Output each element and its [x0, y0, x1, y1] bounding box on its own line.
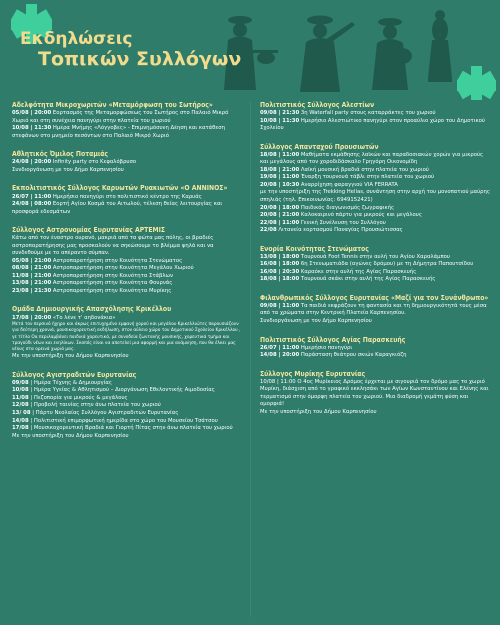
event-section [12, 371, 244, 440]
event-line [12, 110, 244, 125]
event-line [12, 235, 244, 258]
event-line [12, 201, 244, 216]
event-date: 11/08 | 21:00 [12, 272, 52, 279]
event-date: 14/08 [12, 417, 29, 424]
event-text: Ημερήσιο πανηγύρι στο πολιτιστικό κέντρο της Καρυάς [51, 193, 202, 200]
section-title: Σύλλογος Αστρονομίας Ευρυτανίας ΑΡΤΕΜΙΣ [12, 226, 166, 235]
event-date: 10/08 [12, 387, 29, 394]
event-text: Παράσταση θεάτρου σκιών Καραγκιόζη [299, 352, 407, 359]
event-line [260, 189, 492, 204]
event-date: 12/08 [12, 402, 29, 409]
event-text: Αστροπαρατήρηση στην Κοινότητα Στενώματος [51, 257, 183, 264]
event-footer: Με την υποστήριξη του Δήμου Καρπενησίου [12, 353, 129, 360]
event-text: Ημέρα Μνήμης «Λόγγοβες» - Επιμνημόσυνη Δέηση και κατάθεση στεφάνων στο μνημείο πεσόντων στο Παλαιό Μικρό Χωριό [12, 125, 225, 139]
event-date: 19/08 | 11:00 [260, 174, 300, 181]
event-text: Λαϊκή μουσική βραδιά στην πλατεία του χωριού [299, 166, 429, 173]
event-line [260, 409, 492, 417]
event-date: 20/08 | 18:00 [260, 204, 300, 211]
event-text: Συνδιοργάνωση με τον Δήμο Καρπενησίου [12, 166, 124, 173]
event-date: 24/08 | 08:00 [12, 201, 52, 208]
asterisk-icon [457, 66, 496, 100]
event-date: 14/08 | 20:00 [260, 352, 300, 359]
event-line [260, 303, 492, 318]
event-date: 09/08 [12, 379, 29, 386]
event-section [12, 184, 244, 216]
column-divider [250, 102, 251, 617]
event-line [260, 220, 492, 228]
event-section [12, 226, 244, 295]
left-column [12, 101, 244, 450]
event-line [12, 433, 244, 441]
event-line [12, 418, 244, 426]
event-line [260, 110, 492, 118]
event-text: Αστροπαρατήρηση στην Κοινότητα Στάβλων [51, 272, 173, 279]
event-date: 26/07 | 11:00 [12, 193, 52, 200]
event-text: Αστροπαρατήρηση στην Κοινότητα Φουρνάς [51, 280, 173, 287]
event-line [12, 265, 244, 273]
event-text: Εορτασμός της Μεταμορφώσεως του Σωτήρος στο Παλαιό Μικρό Χωριό και στη συνέχεια πανηγύρι στην πλατεία του χωριού [12, 110, 229, 124]
event-line [12, 402, 244, 410]
event-text: | Ημέρα Υγείας & Αθλητισμού – Διοργάνωση Εθελοντικής Αιμοδοσίας [28, 387, 215, 394]
section-title: Εκπολιτιστικός Σύλλογος Καρυωτών Ρυακιωτών «Ο ΑΝΝΙΝΟΣ» [12, 184, 228, 193]
event-line [260, 212, 492, 220]
event-text: 3η Waterfall party στους καταρράκτες του χωριού [299, 110, 436, 117]
page-title [20, 30, 241, 70]
event-date: 08/08 | 21:00 [12, 265, 52, 272]
section-title: Φιλανθρωπικός Σύλλογος Ευρυτανίας «Μαζί για τον Συνάνθρωπο» [260, 293, 489, 302]
section-title: Αθλητικός Όμιλος Ποταμιάς [12, 150, 109, 159]
event-section [260, 294, 492, 326]
event-date: 20/08 | 10:30 [260, 181, 300, 188]
event-text: Συνδιοργάνωση με τον Δήμο Καρπενησίου [260, 318, 372, 324]
page-title-line2: Τοπικών Συλλόγων [38, 47, 242, 70]
event-text: 6η Στενωματιάδα (αγώνες δρόμου) με τη Δήμητρα Παπουτσίδου [299, 261, 474, 268]
event-text: Τουρνουά Foot Tennis στην αυλή του Αγίου Χαραλάμπου [299, 253, 450, 260]
event-text: Αστροπαρατήρηση στην Κοινότητα Μυρίκης [51, 287, 172, 294]
event-text: «Το λένε τ' αηδονάκια» [51, 314, 116, 321]
event-line [12, 125, 244, 140]
event-text: Λιτανεία εορτασμού Παναγίας Προυσιώτισσας [276, 227, 403, 234]
section-title: Πολιτιστικός Σύλλογος Αλεστίων [260, 101, 375, 109]
event-text: Καλοκαιρινό πάρτυ για μικρούς και μεγάλους [299, 212, 422, 219]
event-line [260, 379, 492, 409]
event-text: | Πολιτιστική επιμορφωτική ημερίδα στο χώρο του Μουσείου Τσάτσου [28, 417, 218, 424]
event-text: Ημερήσιο Αλεστιώτικο πανηγύρι στον προαύλιο χώρο του Δημοτικού Σχολείου [260, 117, 485, 132]
event-text: | Πεζοπορία για μικρούς & μεγάλους [28, 394, 128, 401]
event-date: 11/08 [12, 394, 29, 401]
event-line [260, 205, 492, 213]
event-line [12, 410, 244, 418]
event-text: Κάτω από τον έναστρο ουρανό, μακριά από τα φώτα μας πόλης, οι βραδιές αστροπαρατήρησης μας προσκαλούν να σηκώσουμε το βλέμμα ψηλά και να συνδεθούμε με το απέραντο σύμπαν. [12, 235, 214, 257]
right-column [260, 101, 492, 426]
event-line [260, 152, 492, 167]
event-text: Εορτή Αγίου Κοσμά του Αιτωλού, τέλεση θείας λειτουργίας και προσφορά εδεσμάτων [12, 201, 223, 215]
event-text: Με την υποστήριξη του Δήμου Καρπενησίου [260, 408, 377, 415]
event-line [260, 174, 492, 182]
event-date: 22/08 [260, 227, 277, 234]
event-date: 05/08 | 20:00 [12, 110, 52, 117]
page-title-line1: Εκδηλώσεις [20, 29, 133, 49]
section-title: Πολιτιστικός Σύλλογος Αγίας Παρασκευής [260, 335, 406, 344]
section-title: Αδελφότητα Μικροχωριτών «Μεταμόρφωση του Σωτήρος» [12, 101, 213, 109]
section-title: Ομάδα Δημιουργικής Απασχόλησης Κρικέλλου [12, 305, 172, 314]
event-line [260, 261, 492, 269]
event-text: με την υποστήριξη της Trekking Hellas, συνάντηση στην αρχή του μονοπατιού μαύρης σπηλιάς (τηλ. Επικοινωνίας: 6949152421) [260, 189, 491, 203]
event-date: 18/08 | 11:00 [260, 151, 300, 158]
event-text: Παιδικός διαγωνισμός ζωγραφικής [299, 204, 395, 211]
section-title: Σύλλογος Απανταχού Προυσιωτών [260, 142, 379, 151]
event-line [12, 315, 244, 323]
event-date: 05/08 | 21:00 [12, 257, 52, 264]
event-date: 10/08 | 11:30 [260, 117, 300, 124]
event-line [12, 280, 244, 288]
event-section [12, 150, 244, 174]
event-line [260, 118, 492, 133]
event-text: | Μουσικοχορευτική Βραδιά και Γιορτή Πίτας στην άνω πλατεία του χωριού [28, 425, 233, 432]
event-text: Με την υποστήριξη του Δήμου Καρπενησίου [12, 432, 129, 439]
event-section [260, 101, 492, 133]
event-text: Καραόκε στην αυλή της Αγίας Παρασκευής [299, 268, 417, 275]
event-date: 16/08 | 20:30 [260, 268, 300, 275]
event-date: 23/08 | 21:30 [12, 287, 52, 294]
event-date: 22/08 | 11:00 [260, 219, 300, 226]
event-date: 24/08 | 20:00 [12, 159, 52, 166]
event-date: 26/07 | 11:00 [260, 344, 300, 351]
event-line [260, 352, 492, 360]
event-text: Έναρξη τουρνουά τάβλι στην πλατεία του χωριού [299, 174, 435, 181]
event-section [260, 245, 492, 284]
event-date: 18/08 | 18:00 [260, 276, 300, 283]
event-section [260, 336, 492, 360]
event-date: 10/08 | 11:30 [12, 125, 52, 132]
event-text: Γενική Συνέλευση του Συλλόγου [299, 219, 386, 226]
event-date: 17/08 [12, 425, 29, 432]
event-line [12, 288, 244, 296]
event-text: Ημερήσιο πανηγύρι [299, 344, 353, 351]
event-section [260, 143, 492, 235]
section-title: Ενορία Κοινότητας Στενώματος [260, 244, 369, 253]
event-text: Μαθήματα εκμάθησης λαϊκών και παραδοσιακών χορών για μικρούς και μεγάλους από τον χοροδιδάσκαλο Γρηγόρη Οικονομίδη [260, 151, 484, 166]
event-date: 18/08 | 21:00 [260, 166, 300, 173]
event-section [12, 305, 244, 360]
event-text: | Πάρτυ Νεολαίας Συλλόγου Αγιστραδιτών Ευρυτανίας [30, 409, 179, 416]
event-line [260, 276, 492, 284]
event-text: | Ημέρα Τέχνης & Δημιουργίας [28, 379, 113, 386]
event-text: Τα παιδιά εκφράζουν τη φαντασία και τη δημιουργικότητά τους μέσα από τα χρώματα στην Κεντρική Πλατεία Καρπενησίου. [260, 302, 487, 317]
event-line [12, 194, 244, 202]
event-text: Αναρρίχηση φαραγγιού VIA FERRATA [299, 181, 398, 188]
event-date: 16/08 | 18:00 [260, 261, 300, 268]
header-banner [0, 0, 500, 100]
event-text: Infinity party στο Κεφαλόβρυσο [51, 159, 137, 166]
event-date: 17/08 | 20:00 [12, 314, 52, 321]
event-line [12, 167, 244, 175]
event-line [260, 318, 492, 326]
event-note: Μετά τον περσινό ήχηρο και άκρως επιτυχημένο εμφανή χορού και μεγάλου Κρικελλιώτες παρουσιάζουν για δεύτερη χρονιά, μουσικοχορευτική εκδήλωση, στον αύλειο χώρο του Δημοτικού Σχολείου Κρικέλλου , γε τίτλο Οα περιλαμβάνει παιδικά χορευτικά, με συνοδεία ζωντανής μουσικής, χορευτικά τμήμα και τραγούδι νέων και ενηλίκων. Σκοπός είναι να αποτελεί μια αφορμή και μια ανάμνηση, που θα έλκει μας νέους στα ορεινά χωριά μας. [12, 322, 241, 353]
event-line [12, 159, 244, 167]
event-text: Αστροπαρατήρηση στην Κοινότητα Μεγάλου Χωριού [51, 265, 194, 272]
event-line [12, 387, 244, 395]
event-date: 13/08 | 21:00 [12, 280, 52, 287]
event-date: 13/08 | 18:00 [260, 253, 300, 260]
event-date: 09/08 | 21:30 [260, 110, 300, 117]
event-text: Τουρνουά σκάκι στην αυλή της Αγίας Παρασκευής [299, 276, 436, 283]
section-title: Σύλλογος Αγιστραδιτών Ευρυτανίας [12, 370, 137, 379]
event-line [12, 425, 244, 433]
event-date: 09/08 | 11:00 [260, 302, 300, 309]
event-section [260, 370, 492, 417]
event-text: | Προβολή ταινίας στην άνω πλατεία του χωριού [28, 402, 161, 409]
section-title: Σύλλογος Μυρίκης Ευρυτανίας [260, 369, 366, 378]
event-line [260, 227, 492, 235]
event-date: 20/08 | 21:00 [260, 212, 300, 219]
event-text: 10/08 | 11:00 Ο 4ος Μυρίκειος Δρόμος έρχεται με σιγουριά τον δρόμο μας το χωριό Μυρίκη, διάσχιση από το γραφικό εκκλησάκι των Αγίων Κωνσταντίνου και Ελένης και τερματισμό στην όμορφη πλατεία του χωριού. Μια διαδρομή γεμάτη φύση και ομορφιά! [260, 378, 489, 408]
event-section [12, 101, 244, 140]
event-date: 13/ 08 [12, 409, 31, 416]
